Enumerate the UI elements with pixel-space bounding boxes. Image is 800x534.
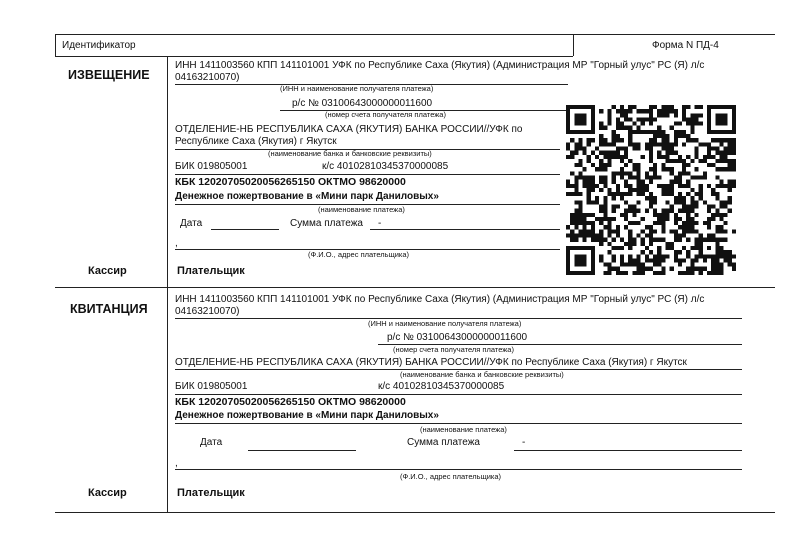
notice-sum-dash: - xyxy=(378,218,382,229)
notice-kbk: КБК 12020705020056265150 ОКТМО 98620000 xyxy=(175,176,406,188)
notice-sum-label: Сумма платежа xyxy=(290,218,363,229)
notice-account-caption: (номер счета получателя платежа) xyxy=(325,110,446,119)
notice-recipient-caption: (ИНН и наименование получателя платежа) xyxy=(280,84,434,93)
notice-account: р/с № 03100643000000011600 xyxy=(292,98,433,109)
notice-payment-caption: (наименование платежа) xyxy=(318,205,405,214)
notice-bik-underline xyxy=(175,174,560,175)
receipt-date-field xyxy=(248,450,356,451)
notice-recipient-line2: 04163210070) xyxy=(175,72,240,83)
receipt-ks: к/с 40102810345370000085 xyxy=(378,381,505,392)
notice-date-field xyxy=(211,229,279,230)
notice-ks: к/с 40102810345370000085 xyxy=(322,161,449,172)
qr-code-icon xyxy=(566,105,736,275)
receipt-payer-underline xyxy=(175,469,742,470)
notice-bank-caption: (наименование банка и банковские реквизиты) xyxy=(268,149,432,158)
form-number-label: Форма N ПД-4 xyxy=(652,40,719,51)
receipt-payment-underline xyxy=(175,423,742,424)
receipt-payer-comma: , xyxy=(175,458,178,469)
section-divider xyxy=(55,287,775,288)
identifier-bottom-border xyxy=(55,56,573,57)
receipt-cashier-label: Кассир xyxy=(88,487,127,499)
receipt-payment-caption: (наименование платежа) xyxy=(420,425,507,434)
notice-bank-line1: ОТДЕЛЕНИЕ-НБ РЕСПУБЛИКА САХА (ЯКУТИЯ) БАНКА РОССИИ//УФК по xyxy=(175,124,523,135)
identifier-left-border xyxy=(55,34,56,56)
receipt-payer-caption: (Ф.И.О., адрес плательщика) xyxy=(400,472,502,481)
notice-date-label: Дата xyxy=(180,218,203,229)
receipt-bik: БИК 019805001 xyxy=(175,381,248,392)
notice-title: ИЗВЕЩЕНИЕ xyxy=(68,68,150,82)
bottom-border xyxy=(55,512,775,513)
receipt-title: КВИТАНЦИЯ xyxy=(70,302,148,316)
identifier-right-border xyxy=(573,34,574,56)
receipt-recipient-line2: 04163210070) xyxy=(175,306,240,317)
notice-payer-caption: (Ф.И.О., адрес плательщика) xyxy=(308,250,410,259)
receipt-recipient-line1: ИНН 1411003560 КПП 141101001 УФК по Республике Саха (Якутия) (Администрация МР "Горный улус" РС (Я) л/с xyxy=(175,294,705,305)
receipt-kbk: КБК 12020705020056265150 ОКТМО 98620000 xyxy=(175,396,406,408)
receipt-bank-line: ОТДЕЛЕНИЕ-НБ РЕСПУБЛИКА САХА (ЯКУТИЯ) БАНКА РОССИИ//УФК по Республике Саха (Якутия) г Якутск xyxy=(175,357,687,368)
receipt-account: р/с № 03100643000000011600 xyxy=(387,332,528,343)
receipt-payment-name: Денежное пожертвование в «Мини парк Даниловых» xyxy=(175,410,439,421)
notice-sum-field xyxy=(370,229,560,230)
notice-payment-name: Денежное пожертвование в «Мини парк Даниловых» xyxy=(175,191,439,202)
notice-bank-line2: Республике Саха (Якутия) г Якутск xyxy=(175,136,337,147)
receipt-payer-label: Плательщик xyxy=(177,487,245,499)
notice-payer-label: Плательщик xyxy=(177,265,245,277)
receipt-sum-dash: - xyxy=(522,437,526,448)
notice-bik: БИК 019805001 xyxy=(175,161,248,172)
receipt-bik-underline xyxy=(175,394,742,395)
receipt-bank-caption: (наименование банка и банковские реквизиты) xyxy=(400,370,564,379)
top-border xyxy=(55,34,775,35)
notice-payer-comma: , xyxy=(175,238,178,249)
receipt-recipient-caption: (ИНН и наименование получателя платежа) xyxy=(368,319,522,328)
receipt-sum-label: Сумма платежа xyxy=(407,437,480,448)
stub-divider xyxy=(167,56,168,512)
notice-recipient-line1: ИНН 1411003560 КПП 141101001 УФК по Республике Саха (Якутия) (Администрация МР "Горный улус" РС (Я) л/с xyxy=(175,60,705,71)
receipt-date-label: Дата xyxy=(200,437,223,448)
notice-cashier-label: Кассир xyxy=(88,265,127,277)
identifier-label: Идентификатор xyxy=(62,40,136,51)
receipt-account-caption: (номер счета получателя платежа) xyxy=(393,345,514,354)
receipt-sum-field xyxy=(514,450,742,451)
